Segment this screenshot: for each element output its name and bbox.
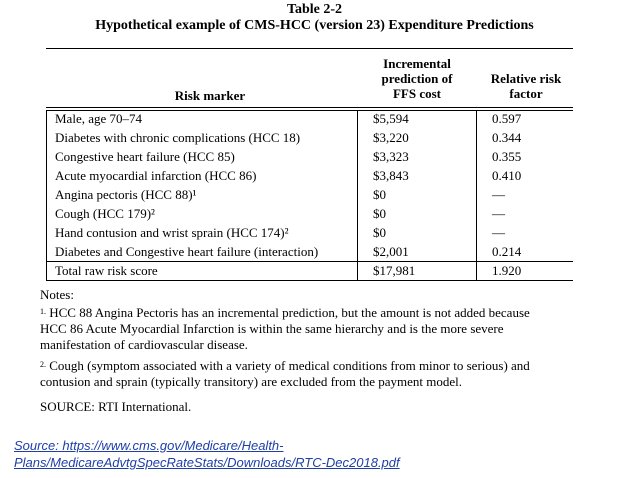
risk-marker-cell: Congestive heart failure (HCC 85) <box>55 149 235 164</box>
note-2-text: Cough (symptom associated with a variety of medical conditions from minor to serious) and <box>49 358 530 373</box>
prediction-cell: $3,843 <box>373 168 409 183</box>
risk-marker-cell: Diabetes with chronic complications (HCC 18) <box>55 130 301 145</box>
risk-factor-cell: — <box>492 187 505 202</box>
source-note: SOURCE: RTI International. <box>40 399 192 414</box>
total-risk-factor: 1.920 <box>492 263 522 278</box>
header-incremental <box>358 56 476 101</box>
table-row <box>46 109 573 128</box>
header-incremental-line3: FFS cost <box>392 86 442 101</box>
risk-factor-cell: 0.355 <box>492 149 522 164</box>
note-1-line-3: manifestation of cardiovascular disease. <box>40 337 248 352</box>
table-row <box>46 223 573 242</box>
prediction-cell: $2,001 <box>373 244 409 259</box>
table-row <box>46 204 573 223</box>
note-1-line-1 <box>40 305 600 321</box>
risk-factor-cell: 0.410 <box>492 168 522 183</box>
note-1-marker: 1. <box>40 307 46 316</box>
risk-factor-cell: 0.214 <box>492 244 522 259</box>
table-row <box>46 185 573 204</box>
note-2-line-1 <box>40 358 600 374</box>
table-row <box>46 242 573 261</box>
total-prediction: $17,981 <box>373 263 416 278</box>
note-2-marker: 2. <box>40 360 46 369</box>
table-top-rule <box>46 48 573 49</box>
risk-factor-cell: 0.597 <box>492 111 522 126</box>
prediction-cell: $0 <box>373 225 386 240</box>
risk-factor-cell: — <box>492 225 505 240</box>
header-incremental-line2: prediction of <box>381 71 453 86</box>
source-link-line-1[interactable]: Source: https://www.cms.gov/Medicare/Health- <box>14 438 284 453</box>
note-2 <box>40 358 600 390</box>
table-title: Hypothetical example of CMS-HCC (version 23) Expenditure Predictions <box>95 18 534 33</box>
notes-heading: Notes: <box>40 287 74 302</box>
header-rule-1 <box>46 107 573 108</box>
note-1-line-2: HCC 86 Acute Myocardial Infarction is within the same hierarchy and is the more severe <box>40 321 504 336</box>
header-relative-line1: Relative risk <box>490 71 562 86</box>
table-row <box>46 128 573 147</box>
risk-marker-cell: Cough (HCC 179)² <box>55 206 155 221</box>
table-bottom-rule <box>46 280 573 281</box>
risk-marker-cell: Angina pectoris (HCC 88)¹ <box>55 187 197 202</box>
prediction-cell: $0 <box>373 187 386 202</box>
risk-marker-cell: Acute myocardial infarction (HCC 86) <box>55 168 257 183</box>
note-2-line-2: contusion and sprain (typically transitory) are excluded from the payment model. <box>40 374 463 389</box>
header-relative-risk <box>480 71 572 101</box>
source-link-line-2[interactable]: Plans/MedicareAdvtgSpecRateStats/Downloads/RTC-Dec2018.pdf <box>14 455 400 470</box>
risk-factor-cell: 0.344 <box>492 130 522 145</box>
prediction-cell: $3,323 <box>373 149 409 164</box>
header-relative-line2: factor <box>509 86 543 101</box>
prediction-cell: $3,220 <box>373 130 409 145</box>
table-number: Table 2-2 <box>286 2 343 17</box>
total-row <box>46 261 573 280</box>
total-label: Total raw risk score <box>55 263 158 278</box>
header-risk-marker: Risk marker <box>174 88 246 103</box>
prediction-cell: $5,594 <box>373 111 409 126</box>
prediction-cell: $0 <box>373 206 386 221</box>
risk-marker-cell: Hand contusion and wrist sprain (HCC 174)² <box>55 225 289 240</box>
table-row <box>46 147 573 166</box>
risk-factor-cell: — <box>492 206 505 221</box>
risk-marker-cell: Diabetes and Congestive heart failure (interaction) <box>55 244 319 259</box>
note-1-text: HCC 88 Angina Pectoris has an incremental prediction, but the amount is not added because <box>49 305 530 320</box>
note-1 <box>40 305 600 353</box>
header-incremental-line1: Incremental <box>383 56 451 71</box>
table-row <box>46 166 573 185</box>
risk-marker-cell: Male, age 70–74 <box>55 111 143 126</box>
